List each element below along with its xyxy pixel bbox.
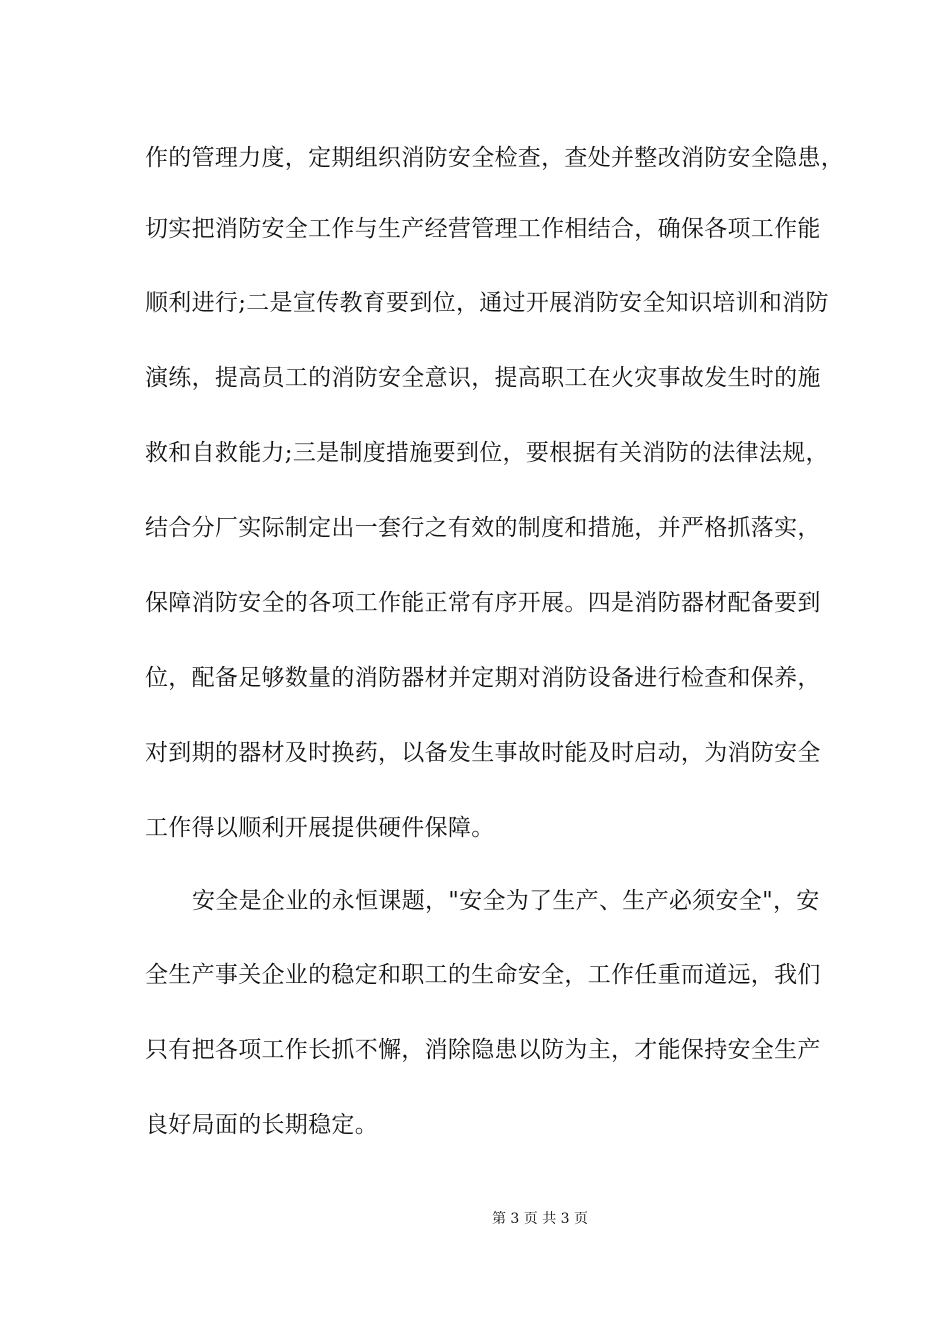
- text-line: 安全是企业的永恒课题，"安全为了生产、生产必须安全"，安: [192, 888, 820, 914]
- text-line: 作的管理力度，定期组织消防安全检查，查处并整改消防安全隐患，: [145, 145, 844, 171]
- text-line: 结合分厂实际制定出一套行之有效的制度和措施，并严格抓落实，: [145, 515, 821, 541]
- text-line: 对到期的器材及时换药，以备发生事故时能及时启动，为消防安全: [145, 740, 821, 766]
- text-line: 救和自救能力;三是制度措施要到位，要根据有关消防的法律法规，: [145, 440, 829, 466]
- text-line: 保障消防安全的各项工作能正常有序开展。四是消防器材配备要到: [145, 590, 821, 616]
- text-line: 顺利进行;二是宣传教育要到位，通过开展消防安全知识培训和消防: [145, 290, 829, 316]
- text-line: 良好局面的长期稳定。: [145, 1112, 378, 1138]
- text-line: 只有把各项工作长抓不懈，消除隐患以防为主，才能保持安全生产: [145, 1037, 821, 1063]
- page-footer: [0, 1209, 950, 1229]
- text-line: 全生产事关企业的稳定和职工的生命安全，工作任重而道远，我们: [145, 962, 821, 988]
- text-line: 位，配备足够数量的消防器材并定期对消防设备进行检查和保养，: [145, 665, 821, 691]
- text-line: 演练，提高员工的消防安全意识，提高职工在火灾事故发生时的施: [145, 365, 821, 391]
- page-number: 第 3 页 共 3 页: [491, 1211, 589, 1227]
- text-line: 切实把消防安全工作与生产经营管理工作相结合，确保各项工作能: [145, 216, 821, 242]
- text-line: 工作得以顺利开展提供硬件保障。: [145, 815, 495, 841]
